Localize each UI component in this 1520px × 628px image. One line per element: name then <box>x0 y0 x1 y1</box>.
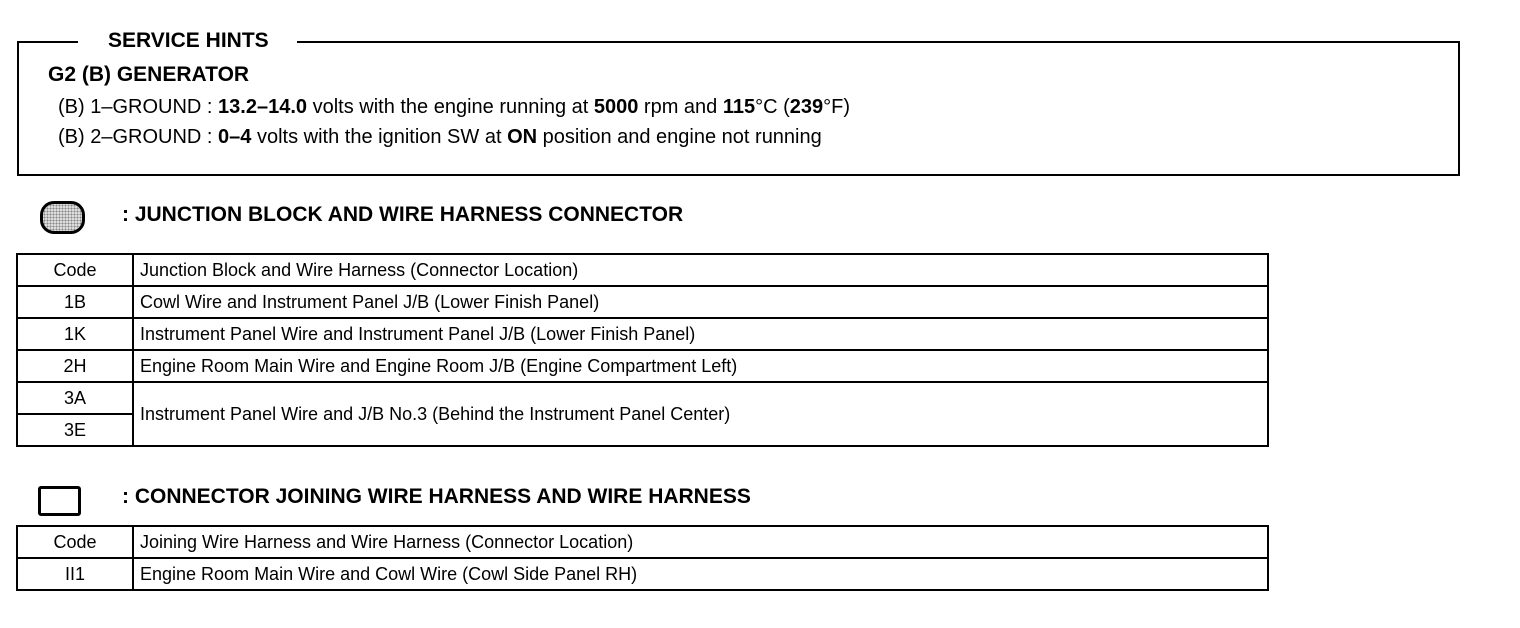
hint-voltage: 13.2–14.0 <box>218 96 308 118</box>
hint-line-1 <box>58 96 850 119</box>
table-row <box>17 350 1268 382</box>
hint-text: °F) <box>823 96 851 118</box>
row-code: 1K <box>17 318 133 350</box>
hint-text: °C ( <box>755 96 790 118</box>
table-row <box>17 286 1268 318</box>
connector-section-heading: : CONNECTOR JOINING WIRE HARNESS AND WIRE HARNESS <box>122 485 751 508</box>
hint-line-2 <box>58 126 822 149</box>
table-row <box>17 558 1268 590</box>
row-desc: Instrument Panel Wire and Instrument Panel J/B (Lower Finish Panel) <box>133 318 1268 350</box>
hint-rpm: 5000 <box>593 96 639 118</box>
table-row <box>17 382 1268 414</box>
connector-icon <box>38 486 81 516</box>
row-code: 3E <box>17 414 133 446</box>
hint-prefix: (B) 1–GROUND : <box>58 96 219 118</box>
hint-text: volts with the engine running at <box>307 96 594 118</box>
row-desc: Engine Room Main Wire and Engine Room J/B (Engine Compartment Left) <box>133 350 1268 382</box>
hint-voltage: 0–4 <box>218 126 252 148</box>
hint-switch: ON <box>507 126 538 148</box>
table-header-row <box>17 254 1268 286</box>
row-desc: Cowl Wire and Instrument Panel J/B (Lower Finish Panel) <box>133 286 1268 318</box>
hint-text: rpm and <box>638 96 723 118</box>
component-title: G2 (B) GENERATOR <box>48 63 250 86</box>
table-header-code: Code <box>17 254 133 286</box>
hint-temp-c: 115 <box>722 96 756 118</box>
row-code: 2H <box>17 350 133 382</box>
hint-temp-f: 239 <box>789 96 824 118</box>
row-code: 1B <box>17 286 133 318</box>
junction-section-heading: : JUNCTION BLOCK AND WIRE HARNESS CONNECTOR <box>122 203 684 226</box>
row-code: 3A <box>17 382 133 414</box>
row-desc: Instrument Panel Wire and J/B No.3 (Behind the Instrument Panel Center) <box>133 382 1268 446</box>
hint-prefix: (B) 2–GROUND : <box>58 126 219 148</box>
junction-block-icon <box>40 201 85 234</box>
service-hints-title: SERVICE HINTS <box>78 28 297 54</box>
hint-text: volts with the ignition SW at <box>251 126 508 148</box>
hint-text: position and engine not running <box>537 126 822 148</box>
table-row <box>17 318 1268 350</box>
table-header-code: Code <box>17 526 133 558</box>
row-code: II1 <box>17 558 133 590</box>
table-header-row <box>17 526 1268 558</box>
table-header-desc: Junction Block and Wire Harness (Connector Location) <box>133 254 1268 286</box>
junction-table <box>16 253 1269 447</box>
row-desc: Engine Room Main Wire and Cowl Wire (Cowl Side Panel RH) <box>133 558 1268 590</box>
table-header-desc: Joining Wire Harness and Wire Harness (Connector Location) <box>133 526 1268 558</box>
connector-table <box>16 525 1269 591</box>
